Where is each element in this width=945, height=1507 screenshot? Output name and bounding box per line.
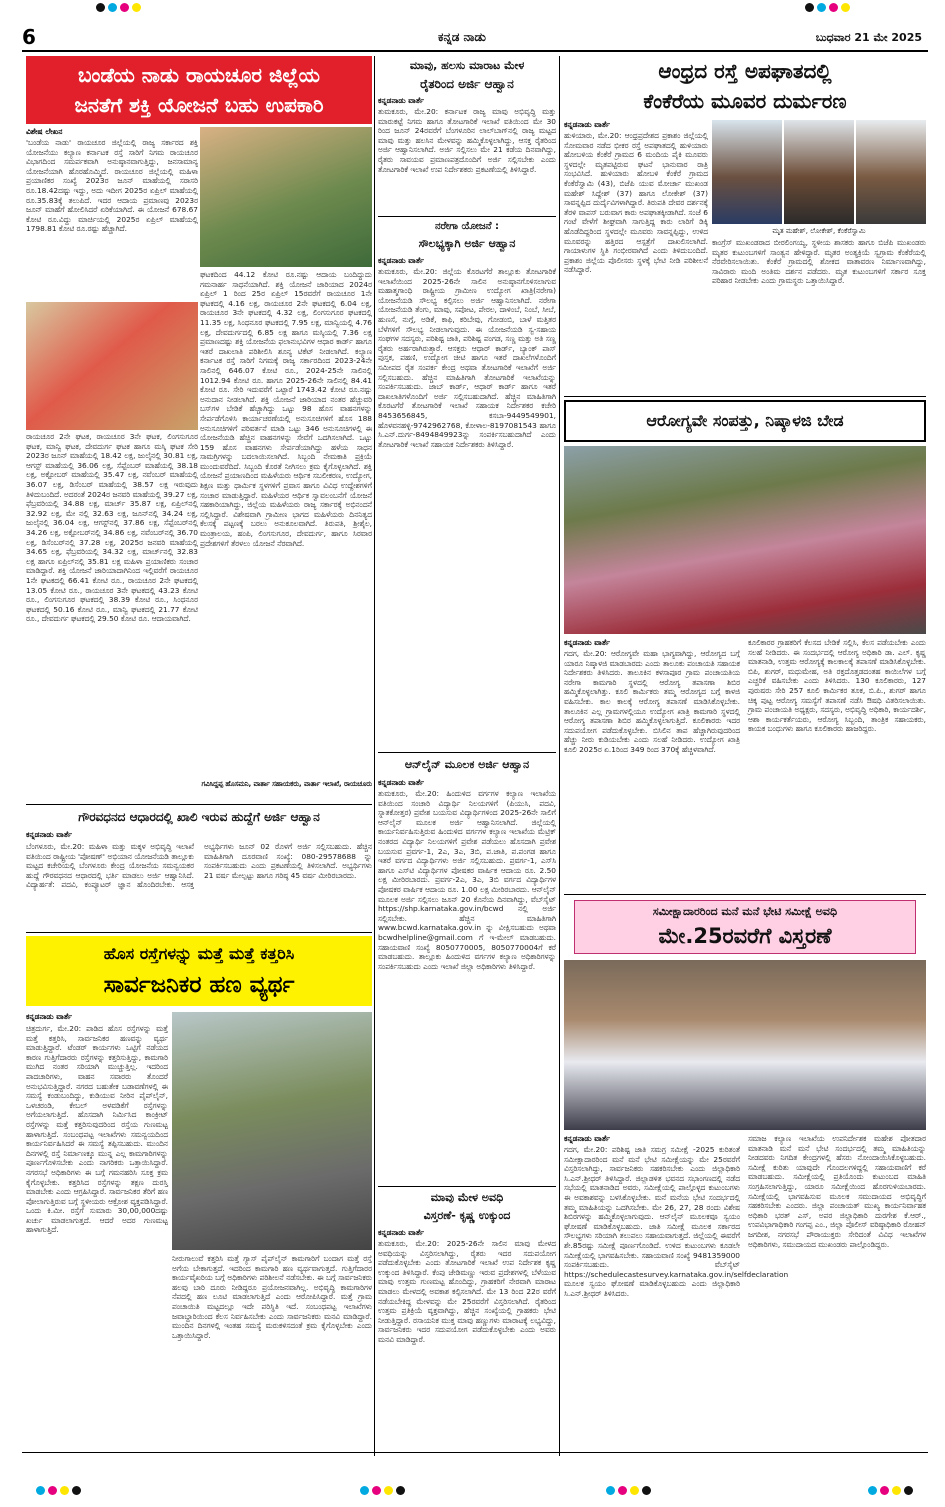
a3-headline-box [26,936,372,1006]
registration-mark [642,1486,651,1495]
a7-body: ತುಮಕೂರು, ಮೇ.20: 2025-26ನೇ ಸಾಲಿನ ಮಾವು ಮೇಳದ ಅವಧಿಯನ್ನು ವಿಸ್ತರಿಸಲಾಗಿದ್ದು, ರೈತರು ಇದರ ಸದುಪಯೋಗ ಪಡೆದುಕೊಳ್ಳಬೇಕು ಎಂದು ತೋಟಗಾರಿಕೆ ಇಲಾಖೆ ಉಪ ನಿರ್ದೇಶಕ ಕೃಷ್ಣ ಉಕ್ಕುಂದ ತಿಳಿಸಿದ್ದಾರೆ. ಕೆಂಪು ಜೇಡಿಮಣ್ಣು ಇರುವ ಪ್ರದೇಶಗಳಲ್ಲಿ ಬೆಳೆಯುವ ಮಾವು ಉತ್ತಮ ಗುಣಮಟ್ಟ ಹೊಂದಿದ್ದು, ಗ್ರಾಹಕರಿಗೆ ನೇರವಾಗಿ ಮಾರಾಟ ಮಾಡಲು ಮೇಳದಲ್ಲಿ ಅವಕಾಶ ಕಲ್ಪಿಸಲಾಗಿದೆ. ಮೇ 13 ರಿಂದ 22ರ ವರೆಗೆ ನಡೆಯಬೇಕಿದ್ದ ಮೇಳವನ್ನು ಮೇ 25ರವರೆಗೆ ವಿಸ್ತರಿಸಲಾಗಿದೆ. ರೈತರಿಂದ ಉತ್ತಮ ಪ್ರತಿಕ್ರಿಯೆ ವ್ಯಕ್ತವಾಗಿದ್ದು, ಹೆಚ್ಚಿನ ಸಂಖ್ಯೆಯಲ್ಲಿ ಗ್ರಾಹಕರು ಭೇಟಿ ನೀಡುತ್ತಿದ್ದಾರೆ. ರಸಾಯನಿಕ ಮುಕ್ತ ಮಾವು ಹಣ್ಣುಗಳು ಮಾರಾಟಕ್ಕೆ ಲಭ್ಯವಿದ್ದು, ಸಾರ್ವಜನಿಕರು ಇದರ ಸದುಪಯೋಗ ಪಡೆದುಕೊಳ್ಳಬೇಕು ಎಂದು ಅವರು ಮನವಿ ಮಾಡಿದ್ದಾರೆ. [378,1239,556,1344]
a1-col2: ಘಟಕದಿಂದ 44.12 ಕೋಟಿ ರೂ.ನಷ್ಟು ಆದಾಯ ಬಂದಿದ್ದುದು ಗಮನಾರ್ಹ ಸಾಧನೆಯಾಗಿದೆ. ಶಕ್ತಿ ಯೋಜನೆ ಜಾರಿಯಾದ 2024ರ ಏಪ್ರಿಲ್ 1 ರಿಂದ 25ರ ಏಪ್ರಿಲ್ 15ರವರೆಗೆ ರಾಯಚೂರ 1ನೇ ಘಟಕದಲ್ಲಿ 4.16 ಲಕ್ಷ, ರಾಯಚೂರ 2ನೇ ಘಟಕದಲ್ಲಿ 6.04 ಲಕ್ಷ, ರಾಯಚೂರ 3ನೇ ಘಟಕದಲ್ಲಿ 4.32 ಲಕ್ಷ, ಲಿಂಗಸುಗೂರ ಘಟಕದಲ್ಲಿ 11.35 ಲಕ್ಷ, ಸಿಂಧನೂರ ಘಟಕದಲ್ಲಿ 7.95 ಲಕ್ಷ, ಮಾನ್ವಿಯಲ್ಲಿ 4.76 ಲಕ್ಷ, ದೇವದುರ್ಗದಲ್ಲಿ 6.85 ಲಕ್ಷ ಹಾಗೂ ಮಸ್ಕಿಯಲ್ಲಿ 7.36 ಲಕ್ಷ ಪ್ರಮಾಣದಷ್ಟು ಶಕ್ತಿ ಯೋಜನೆಯ ಫಲಾನುಭವಿಗಳ ಆಧಾರ ಕಾರ್ಡ್ ಹಾಗೂ ಇತರೆ ದಾಖಲಾತಿ ಪರಿಶೀಲಿಸಿ ಶೂನ್ಯ ಟಿಕೆಟ್ ನೀಡಲಾಗಿದೆ. ಕಲ್ಯಾಣ ಕರ್ನಾಟಕ ರಸ್ತೆ ಸಾರಿಗೆ ನಿಗಮಕ್ಕೆ ರಾಜ್ಯ ಸರ್ಕಾರದಿಂದ 2023-24ನೇ ಸಾಲಿನಲ್ಲಿ 646.07 ಕೋಟಿ ರೂ., 2024-25ನೇ ಸಾಲಿನಲ್ಲಿ 1012.94 ಕೋಟಿ ರೂ. ಹಾಗೂ 2025-26ನೇ ಸಾಲಿನಲ್ಲಿ 84.41 ಕೋಟಿ ರೂ. ಸೇರಿ ಇದುವರೆಗೆ ಒಟ್ಟಾರೆ 1743.42 ಕೋಟಿ ರೂ.ನಷ್ಟು ಅನುದಾನ ನೀಡಲಾಗಿದೆ. ಶಕ್ತಿ ಯೋಜನೆ ಜಾರಿಯಾದ ನಂತರ ಹೆಚ್ಚುವರಿ ಬಸ್‌ಗಳ ಬೇಡಿಕೆ ಹೆಚ್ಚಾಗಿದ್ದು ಒಟ್ಟು 98 ಹೊಸ ವಾಹನಗಳನ್ನು ಸೇರ್ಪಡೆಗೊಳಿಸಿ ಕಾರ್ಯಾಚರಣೆಯಲ್ಲಿ ಅನುಸೂಚಿಗಳಿಗೆ ಹೊಸ 188 ಅನುಸೂಚಿಗಳಿಗೆ ಪರಿವರ್ತನೆ ಮಾಡಿ ಒಟ್ಟು 346 ಅನುಸೂಚಿಗಳಲ್ಲಿ ಈ ಯೋಜನೆಯಡಿ ಹೆಚ್ಚಿನ ವಾಹನಗಳನ್ನು ಸೇವೆಗೆ ಒದಗಿಸಲಾಗಿದೆ. ಒಟ್ಟು 159 ಹೊಸ ವಾಹನಗಳು ಸೇರ್ಪಡೆಯಾಗಿದ್ದು ಹಳೆಯ ಸಾಧನ ಸಾಮಗ್ರಿಗಳನ್ನು ಬದಲಾಯಿಸಲಾಗಿದೆ. ಸಿಬ್ಬಂದಿ ನೇಮಕಾತಿ ಪ್ರಕ್ರಿಯೆ ಮುಂದುವರೆದಿದೆ. ಸಿಬ್ಬಂದಿ ಕೊರತೆ ನೀಗಿಸಲು ಕ್ರಮ ಕೈಗೊಳ್ಳಲಾಗಿದೆ. ಶಕ್ತಿ ಯೋಜನೆ ಪ್ರಯಾಣದಿಂದ ಮಹಿಳೆಯರು ಆರ್ಥಿಕ ಸಬಲೀಕರಣ, ಉದ್ಯೋಗ, ಶಿಕ್ಷಣ ಮತ್ತು ಧಾರ್ಮಿಕ ಸ್ಥಳಗಳಿಗೆ ಪ್ರವಾಸ ಹಾಗೂ ವಿವಿಧ ಉದ್ದೇಶಗಳಿಗೆ ಸಂಚಾರ ಮಾಡುತ್ತಿದ್ದಾರೆ. ಮಹಿಳೆಯರ ಆರ್ಥಿಕ ಸ್ವಾವಲಂಬನೆಗೆ ಯೋಜನೆ ಸಹಕಾರಿಯಾಗಿದ್ದು, ಜಿಲ್ಲೆಯ ಮಹಿಳೆಯರು ರಾಜ್ಯ ಸರ್ಕಾರಕ್ಕೆ ಅಭಿನಂದನೆ ಸಲ್ಲಿಸಿದ್ದಾರೆ. ವಿಶೇಷವಾಗಿ ಗ್ರಾಮೀಣ ಭಾಗದ ಮಹಿಳೆಯರು ದಿನನಿತ್ಯದ ಕೆಲಸಕ್ಕೆ ಪಟ್ಟಣಕ್ಕೆ ಬರಲು ಅನುಕೂಲವಾಗಿದೆ. ತಿರುಪತಿ, ಶ್ರೀಶೈಲ, ಮಂತ್ರಾಲಯ, ಹಂಪಿ, ಲಿಂಗಸುಗೂರ, ದೇವದುರ್ಗ, ಹಾಗೂ ಸಿರವಾರ ಪ್ರದೇಶಗಳಿಗೆ ತೆರಳಲು ಯೋಜನೆ ನೆರವಾಗಿದೆ. [200,270,372,548]
registration-mark [904,1486,913,1495]
a6-body: ತುಮಕೂರು, ಮೇ.20: ಹಿಂದುಳಿದ ವರ್ಗಗಳ ಕಲ್ಯಾಣ ಇಲಾಖೆಯ ವತಿಯಿಂದ ಸಂಚಾರಿ ವಿದ್ಯಾರ್ಥಿ ನಿಲಯಗಳಿಗೆ (ಪಿಯುಸಿ, ಪದವಿ, ಸ್ನಾತಕೋತ್ತರ) ಪ್ರವೇಶ ಬಯಸುವ ವಿದ್ಯಾರ್ಥಿಗಳಿಂದ 2025-26ನೇ ಸಾಲಿಗೆ ಆನ್‌ಲೈನ್ ಮೂಲಕ ಅರ್ಜಿ ಆಹ್ವಾನಿಸಲಾಗಿದೆ. ಜಿಲ್ಲೆಯಲ್ಲಿ ಕಾರ್ಯನಿರ್ವಹಿಸುತ್ತಿರುವ ಹಿಂದುಳಿದ ವರ್ಗಗಳ ಕಲ್ಯಾಣ ಇಲಾಖೆಯ ಮೆಟ್ರಿಕ್ ನಂತರದ ವಿದ್ಯಾರ್ಥಿ ನಿಲಯಗಳಿಗೆ ಪ್ರವೇಶ ಪಡೆಯಲು ಹೊಸದಾಗಿ ಪ್ರವೇಶ ಬಯಸುವ ಪ್ರವರ್ಗ-1, 2ಎ, 3ಎ, 3ಬಿ, ಪ.ಜಾತಿ, ಪ.ಪಂಗಡ ಹಾಗೂ ಇತರೆ ವರ್ಗದ ವಿದ್ಯಾರ್ಥಿಗಳು ಅರ್ಜಿ ಸಲ್ಲಿಸಬಹುದು. ಪ್ರವರ್ಗ-1, ಎಸ್‌ಸಿ ಹಾಗೂ ಎಸ್‌ಟಿ ವಿದ್ಯಾರ್ಥಿಗಳ ಪೋಷಕರ ವಾರ್ಷಿಕ ಆದಾಯ ರೂ. 2.50 ಲಕ್ಷ ಮೀರಿರಬಾರದು. ಪ್ರವರ್ಗ-2ಎ, 3ಎ, 3ಬಿ ವರ್ಗದ ವಿದ್ಯಾರ್ಥಿಗಳ ಪೋಷಕರ ವಾರ್ಷಿಕ ಆದಾಯ ರೂ. 1.00 ಲಕ್ಷ ಮೀರಿರಬಾರದು. ಆನ್‌ಲೈನ್ ಮೂಲಕ ಅರ್ಜಿ ಸಲ್ಲಿಸಲು ಜೂನ್ 20 ಕೊನೆಯ ದಿನವಾಗಿದ್ದು, ವೆಬ್‌ಸೈಟ್ https://shp.karnataka.gov.in/bcwd ನಲ್ಲಿ ಅರ್ಜಿ ಸಲ್ಲಿಸಬೇಕು. ಹೆಚ್ಚಿನ ಮಾಹಿತಿಗಾಗಿ www.bcwd.karnataka.gov.in ನ್ನು ವೀಕ್ಷಿಸಬಹುದು ಅಥವಾ bcwdhelpline@gmail.com ಗೆ ಇ-ಮೇಲ್ ಮಾಡಬಹುದು. ಸಹಾಯವಾಣಿ ಸಂಖ್ಯೆ 8050770005, 8050770004ಗೆ ಕರೆ ಮಾಡಬಹುದು. ತಾಲ್ಲೂಕು ಹಿಂದುಳಿದ ವರ್ಗಗಳ ಕಲ್ಯಾಣ ಅಧಿಕಾರಿಗಳನ್ನು ಸಂಪರ್ಕಿಸಬಹುದು ಎಂದು ಇಲಾಖೆ ಜಿಲ್ಲಾ ಅಧಿಕಾರಿಗಳು ತಿಳಿಸಿದ್ದಾರೆ. [378,789,556,971]
masthead-rule [22,50,928,52]
a8-photo-caption: ಮೃತ ಮಹೇಶ್, ಲೋಕೇಶ್, ಕೆಂಕೆರೆಸ್ವಾಮಿ [772,227,866,235]
a10-col2: ಸಮಾಜ ಕಲ್ಯಾಣ ಇಲಾಖೆಯ ಉಪನಿರ್ದೇಶಕ ಮಹೇಶ ಪೋತದಾರ ಮಾತನಾಡಿ ಮನೆ ಮನೆ ಭೇಟಿ ಸಂದರ್ಭದಲ್ಲಿ ತಮ್ಮ ಮಾಹಿತಿಯನ್ನು ನೀಡದವರು ನಿಗದಿತ ಕೇಂದ್ರಗಳಲ್ಲಿ ಹೆಸರು ನೋಂದಾಯಿಸಿಕೊಳ್ಳಬಹುದು. ಸಮೀಕ್ಷೆ ಕುರಿತು ಯಾವುದೇ ಗೊಂದಲಗಳಿದ್ದಲ್ಲಿ ಸಹಾಯವಾಣಿಗೆ ಕರೆ ಮಾಡಬಹುದು. ಸಮೀಕ್ಷೆಯಲ್ಲಿ ಪ್ರತಿಯೊಂದು ಕುಟುಂಬದ ಮಾಹಿತಿ ಸಂಗ್ರಹಿಸಲಾಗುತ್ತಿದ್ದು, ಯಾರೂ ಸಮೀಕ್ಷೆಯಿಂದ ಹೊರಗುಳಿಯಬಾರದು. ಸಮೀಕ್ಷೆಯಲ್ಲಿ ಭಾಗವಹಿಸುವ ಮೂಲಕ ಸಮುದಾಯದ ಅಭಿವೃದ್ಧಿಗೆ ಸಹಕರಿಸಬೇಕು ಎಂದರು. ಜಿಲ್ಲಾ ಪಂಚಾಯತ್ ಮುಖ್ಯ ಕಾರ್ಯನಿರ್ವಾಹಕ ಅಧಿಕಾರಿ ಭರತ್ ಎಸ್, ಅಪರ ಜಿಲ್ಲಾಧಿಕಾರಿ ದುರಗೇಶ ಕೆ.ಆರ್., ಉಪವಿಭಾಗಾಧಿಕಾರಿ ಗಂಗಪ್ಪ ಎಂ., ಜಿಲ್ಲಾ ಪೊಲೀಸ್ ವರಿಷ್ಠಾಧಿಕಾರಿ ರೋಹನ್ ಜಗದೀಶ, ನಗರಸಭೆ ಪೌರಾಯುಕ್ತರು ಸೇರಿದಂತೆ ವಿವಿಧ ಇಲಾಖೆಗಳ ಅಧಿಕಾರಿಗಳು, ಸಮುದಾಯದ ಮುಖಂಡರು ಪಾಲ್ಗೊಂಡಿದ್ದರು. [748,1134,926,1249]
registration-mark [606,1486,615,1495]
a9-col1: ಗದಗ, ಮೇ.20: ಆರೋಗ್ಯವೇ ಮಹಾ ಭಾಗ್ಯವಾಗಿದ್ದು, ಆರೋಗ್ಯದ ಬಗ್ಗೆ ಯಾರೂ ನಿಷ್ಕಾಳಜಿ ಮಾಡಬಾರದು ಎಂದು ತಾಲೂಕು ಪಂಚಾಯತಿ ಸಹಾಯಕ ನಿರ್ದೇಶಕರು ತಿಳಿಸಿದರು. ತಾಲೂಕಿನ ಕಳಸಾಪೂರ ಗ್ರಾಮ ಪಂಚಾಯತಿಯ ನರೇಗಾ ಕಾಮಗಾರಿ ಸ್ಥಳದಲ್ಲಿ ಆರೋಗ್ಯ ತಪಾಸಣಾ ಶಿಬಿರ ಹಮ್ಮಿಕೊಳ್ಳಲಾಗಿತ್ತು. ಕೂಲಿ ಕಾರ್ಮಿಕರು ತಮ್ಮ ಆರೋಗ್ಯದ ಬಗ್ಗೆ ಕಾಳಜಿ ವಹಿಸಬೇಕು. ಕಾಲ ಕಾಲಕ್ಕೆ ಆರೋಗ್ಯ ತಪಾಸಣೆ ಮಾಡಿಸಿಕೊಳ್ಳಬೇಕು. ತಾಲೂಕಿನ ಎಲ್ಲ ಗ್ರಾಮಗಳಲ್ಲಿಯೂ ಉದ್ಯೋಗ ಖಾತ್ರಿ ಕಾಮಗಾರಿ ಸ್ಥಳದಲ್ಲಿ ಆರೋಗ್ಯ ತಪಾಸಣಾ ಶಿಬಿರ ಹಮ್ಮಿಕೊಳ್ಳಲಾಗುತ್ತಿದೆ. ಕೂಲಿಕಾರರು ಇದರ ಸದುಪಯೋಗ ಪಡೆದುಕೊಳ್ಳಬೇಕು. ಬಿಸಿಲಿನ ತಾಪ ಹೆಚ್ಚಾಗಿರುವುದರಿಂದ ಹೆಚ್ಚು ನೀರು ಕುಡಿಯಬೇಕು ಎಂದು ಸಲಹೆ ನೀಡಿದರು. ಉದ್ಯೋಗ ಖಾತ್ರಿ ಕೂಲಿ 2025ರ ಏ.1ರಿಂದ 349 ರಿಂದ 370ಕ್ಕೆ ಹೆಚ್ಚಳವಾಗಿದೆ. [564,649,740,754]
a5-byline: ಕನ್ನಡನಾಡು ವಾರ್ತೆ [378,256,425,265]
a1-headline-line2: ಜನತೆಗೆ ಶಕ್ತಿ ಯೋಜನೆ ಬಹು ಉಪಕಾರಿ [74,93,324,117]
a7-headline-line1: ಮಾವು ಮೇಳ ಅವಧಿ [430,1191,504,1204]
registration-mark [868,1486,877,1495]
section-rule [378,752,556,753]
a1-photo-woman-shop [200,127,372,267]
a4-body: ತುಮಕೂರು, ಮೇ.20: ಕರ್ನಾಟಕ ರಾಜ್ಯ ಮಾವು ಅಭಿವೃದ್ಧಿ ಮತ್ತು ಮಾರುಕಟ್ಟೆ ನಿಗಮ ಹಾಗೂ ತೋಟಗಾರಿಕೆ ಇಲಾಖೆ ವತಿಯಿಂದ ಮೇ 30 ರಿಂದ ಜೂನ್ 24ರವರೆಗೆ ಬೆಂಗಳೂರಿನ ಲಾಲ್‌ಬಾಗ್‌ನಲ್ಲಿ ರಾಜ್ಯ ಮಟ್ಟದ ಮಾವು ಮತ್ತು ಹಲಸಿನ ಮೇಳವನ್ನು ಹಮ್ಮಿಕೊಳ್ಳಲಾಗಿದ್ದು, ಆಸಕ್ತ ರೈತರಿಂದ ಅರ್ಜಿ ಆಹ್ವಾನಿಸಲಾಗಿದೆ. ಅರ್ಜಿ ಸಲ್ಲಿಸಲು ಮೇ 21 ಕಡೆಯ ದಿನವಾಗಿದ್ದು, ರೈತರು ಸಾವಯವ ಪ್ರಮಾಣಪತ್ರದೊಂದಿಗೆ ಅರ್ಜಿ ಸಲ್ಲಿಸಬೇಕು ಎಂದು ತೋಟಗಾರಿಕೆ ಇಲಾಖೆ ಉಪ ನಿರ್ದೇಶಕರು ಪ್ರಕಟಣೆಯಲ್ಲಿ ತಿಳಿಸಿದ್ದಾರೆ. [378,107,556,174]
section-rule [26,804,372,805]
a2-headline: ಗೌರವಧನದ ಆಧಾರದಲ್ಲಿ ಖಾಲಿ ಇರುವ ಹುದ್ದೆಗೆ ಅರ್ಜಿ ಆಹ್ವಾನ [78,810,320,824]
section-rule [564,396,926,397]
a3-byline: ಕನ್ನಡನಾಡು ವಾರ್ತೆ [26,1012,73,1021]
a1-headline-box [26,56,372,124]
a1-credit: ಗವಿಸಿದ್ದಪ್ಪ ಹೊಸಮನಿ, ವಾರ್ತಾ ಸಹಾಯಕರು, ವಾರ್ತಾ ಇಲಾಖೆ, ರಾಯಚೂರು [201,780,372,788]
column-rule [374,56,375,1456]
a8-portrait-1 [712,120,782,224]
a5-headline-line2: ಸೌಲಭ್ಯಕ್ಕಾಗಿ ಅರ್ಜಿ ಆಹ್ವಾನ [418,237,516,250]
registration-mark [60,1486,69,1495]
section-rule [378,216,556,217]
a1-byline: ವಿಶೇಷ ಲೇಖನ [26,127,63,136]
section-rule [564,894,926,895]
registration-mark [132,3,141,12]
footer-rule [22,1452,928,1453]
registration-mark [96,3,105,12]
a4-byline: ಕನ್ನಡನಾಡು ವಾರ್ತೆ [378,96,425,105]
column-rule [559,56,560,1456]
registration-mark [108,3,117,12]
masthead-date: ಬುಧವಾರ 21 ಮೇ 2025 [815,31,922,44]
a8-headline-line2: ಕೆಂಕೆರೆಯ ಮೂವರ ದುರ್ಮರಣ [643,89,847,113]
a8-body: ಹುಳಿಯಾರು, ಮೇ.20: ಆಂಧ್ರಪ್ರದೇಶದ ಪ್ರಕಾಶಂ ಜಿಲ್ಲೆಯಲ್ಲಿ ಸೋಮವಾರ ನಡೆದ ಭೀಕರ ರಸ್ತೆ ಅಪಘಾತದಲ್ಲಿ ಹುಳಿಯಾರು ಹೋಬಳಿಯ ಕೆಂಕೆರೆ ಗ್ರಾಮದ 6 ಮಂದಿಯ ಪೈಕಿ ಮೂವರು ಸ್ಥಳದಲ್ಲೇ ಮೃತಪಟ್ಟಿರುವ ಘಟನೆ ಭಾನುವಾರ ರಾತ್ರಿ ಸಂಭವಿಸಿದೆ. ಹುಳಿಯಾರು ಹೋಬಳಿ ಕೆಂಕೆರೆ ಗ್ರಾಮದ ಕೆಂಕೆರೆಸ್ವಾಮಿ (43), ಬಿಜೆಪಿ ಯುವ ಮೋರ್ಚಾ ಮುಖಂಡ ಮಹೇಶ್ ಸಿದ್ದೇಶ್ (37) ಹಾಗೂ ಲೋಕೇಶ್ (37) ಸಾವನ್ನಪ್ಪಿದ ದುರ್ದೈವಿಗಳಾಗಿದ್ದಾರೆ. ತಿರುಪತಿ ದೇವರ ದರ್ಶನಕ್ಕೆ ತೆರಳಿ ವಾಪಸ್ ಬರುವಾಗ ಕಾರು ಅಪಘಾತಕ್ಕೀಡಾಗಿದೆ. ಸಂಜೆ 6 ಗಂಟೆ ವೇಳೆಗೆ ಶೀಘ್ರವಾಗಿ ಸಾಗುತ್ತಿದ್ದ ಕಾರು ಲಾರಿಗೆ ಡಿಕ್ಕಿ ಹೊಡೆದಿದ್ದರಿಂದ ಸ್ಥಳದಲ್ಲೇ ಮೂವರು ಸಾವನ್ನಪ್ಪಿದ್ದು, ಉಳಿದ ಮೂವರನ್ನು ಹತ್ತಿರದ ಆಸ್ಪತ್ರೆಗೆ ದಾಖಲಿಸಲಾಗಿದೆ. ಗಾಯಾಳುಗಳ ಸ್ಥಿತಿ ಗಂಭೀರವಾಗಿದೆ ಎಂದು ತಿಳಿದುಬಂದಿದೆ. ಪ್ರಕಾಶಂ ಜಿಲ್ಲೆಯ ಪೊಲೀಸರು ಸ್ಥಳಕ್ಕೆ ಭೇಟಿ ನೀಡಿ ಪರಿಶೀಲನೆ ನಡೆಸಿದ್ದಾರೆ. [564,131,708,275]
a10-byline: ಕನ್ನಡನಾಡು ವಾರ್ತೆ [564,1134,611,1143]
registration-mark [72,1486,81,1495]
registration-mark [892,1486,901,1495]
page-number: 6 [22,25,36,49]
a6-headline: ಆನ್‌ಲೈನ್ ಮೂಲಕ ಅರ್ಜಿ ಆಹ್ವಾನ [404,758,530,771]
a4-headline-line1: ಮಾವು, ಹಲಸು ಮಾರಾಟ ಮೇಳ [409,59,525,72]
registration-mark [372,1486,381,1495]
registration-mark [48,1486,57,1495]
registration-mark [829,3,838,12]
registration-mark [36,1486,45,1495]
a3-col1: ಚಿತ್ರದುರ್ಗ, ಮೇ.20: ಪಾಡಿದ ಹೊಸ ರಸ್ತೆಗಳನ್ನು ಮತ್ತೆ ಮತ್ತೆ ಕತ್ತರಿಸಿ, ಸಾರ್ವಜನಿಕರ ಹಣವನ್ನು ವ್ಯರ್ಥ ಮಾಡುತ್ತಿದ್ದಾರೆ. ಟೆಂಡರ್ ಕಾರ್ಯಗಳು ಒಟ್ಟಿಗೆ ನಡೆಯದ ಕಾರಣ ಗುತ್ತಿಗೆದಾರರು ರಸ್ತೆಗಳನ್ನು ಕತ್ತರಿಸುತ್ತಿದ್ದು, ಕಾಮಗಾರಿ ಮುಗಿದ ನಂತರ ಸರಿಯಾಗಿ ಮುಚ್ಚುತ್ತಿಲ್ಲ. ಇದರಿಂದ ಪಾದಚಾರಿಗಳು, ವಾಹನ ಸವಾರರು ತೊಂದರೆ ಅನುಭವಿಸುತ್ತಿದ್ದಾರೆ. ನಗರದ ಬಹುತೇಕ ಬಡಾವಣೆಗಳಲ್ಲಿ ಈ ಸಮಸ್ಯೆ ಕಂಡುಬಂದಿದ್ದು, ಕುಡಿಯುವ ನೀರಿನ ಪೈಪ್‌ಲೈನ್, ಒಳಚರಂಡಿ, ಕೇಬಲ್ ಅಳವಡಿಕೆಗೆ ರಸ್ತೆಗಳನ್ನು ಅಗೆಯಲಾಗುತ್ತಿದೆ. ಹೊಸದಾಗಿ ನಿರ್ಮಿಸಿದ ಕಾಂಕ್ರೀಟ್ ರಸ್ತೆಗಳನ್ನು ಮತ್ತೆ ಕತ್ತರಿಸುವುದರಿಂದ ರಸ್ತೆಯ ಗುಣಮಟ್ಟ ಹಾಳಾಗುತ್ತಿದೆ. ಸಂಬಂಧಪಟ್ಟ ಇಲಾಖೆಗಳು ಸಮನ್ವಯದಿಂದ ಕಾರ್ಯನಿರ್ವಹಿಸಿದರೆ ಈ ಸಮಸ್ಯೆ ತಪ್ಪಿಸಬಹುದು. ಮುಂದಿನ ದಿನಗಳಲ್ಲಿ ರಸ್ತೆ ನಿರ್ಮಾಣಕ್ಕೂ ಮುನ್ನ ಎಲ್ಲ ಕಾಮಗಾರಿಗಳನ್ನು ಪೂರ್ಣಗೊಳಿಸಬೇಕು ಎಂದು ನಾಗರಿಕರು ಒತ್ತಾಯಿಸಿದ್ದಾರೆ. ನಗರಸಭೆ ಅಧಿಕಾರಿಗಳು ಈ ಬಗ್ಗೆ ಗಮನಹರಿಸಿ ಸೂಕ್ತ ಕ್ರಮ ಕೈಗೊಳ್ಳಬೇಕು. ಕತ್ತರಿಸಿದ ರಸ್ತೆಗಳನ್ನು ತಕ್ಷಣ ದುರಸ್ತಿ ಮಾಡಬೇಕು ಎಂದು ಆಗ್ರಹಿಸಿದ್ದಾರೆ. ಸಾರ್ವಜನಿಕರ ತೆರಿಗೆ ಹಣ ಪೋಲಾಗುತ್ತಿರುವ ಬಗ್ಗೆ ಸ್ಥಳೀಯರು ಆಕ್ರೋಶ ವ್ಯಕ್ತಪಡಿಸಿದ್ದಾರೆ. ಒಂದು ಕಿ.ಮೀ. ರಸ್ತೆಗೆ ಸುಮಾರು 30,00,000ದಷ್ಟು ಖರ್ಚು ಮಾಡಲಾಗುತ್ತದೆ. ಆದರೆ ಅದರ ಗುಣಮಟ್ಟ ಹಾಳಾಗುತ್ತಿದೆ. [26,1024,168,1235]
a10-headline-box [574,900,916,954]
a7-headline-line2: ವಿಸ್ತರಣೆ- ಕೃಷ್ಣ ಉಕ್ಕುಂದ [423,1209,511,1222]
a1-intro: 'ಬಂಡೆಯ ನಾಡು' ರಾಯಚೂರ ಜಿಲ್ಲೆಯಲ್ಲಿ ರಾಜ್ಯ ಸರ್ಕಾರದ ಶಕ್ತಿ ಯೋಜನೆಯು ಕಲ್ಯಾಣ ಕರ್ನಾಟಕ ರಸ್ತೆ ಸಾರಿಗೆ ನಿಗಮ ರಾಯಚೂರ ವಿಭಾಗದಿಂದ ಸಮರ್ಪಕವಾಗಿ ಅನುಷ್ಠಾನವಾಗುತ್ತಿದ್ದು, ಜನಸಾಮಾನ್ಯ ಯೋಜನೆಯಾಗಿ ಹೊರಹೊಮ್ಮಿದೆ. ರಾಯಚೂರ ಜಿಲ್ಲೆಯಲ್ಲಿ ಮಹಿಳಾ ಪ್ರಯಾಣಿಕರ ಸಂಖ್ಯೆ 2023ರ ಜೂನ್ ಮಾಹೆಯಲ್ಲಿ ಸರಾಸರಿ ರೂ.18.42ದಷ್ಟು ಇದ್ದು, ಅದು ಇದೀಗ 2025ರ ಏಪ್ರಿಲ್ ಮಾಹೆಯಲ್ಲಿ ರೂ.35.83ಕ್ಕೆ ತಲುಪಿದೆ. ಇದರ ಆದಾಯ ಪ್ರಮಾಣವು 2023ರ ಜೂನ್ ಮಾಹೆಗೆ ಹೋಲಿಸಿದರೆ ಏರಿಕೆಯಾಗಿದೆ. ಈ ಯೋಜನೆ 678.67 ಕೋಟಿ ರೂ.ವಿದ್ದು ಮಾರ್ಚಿಯಲ್ಲಿ 2025ರ ಏಪ್ರಿಲ್ ಮಾಹೆಯಲ್ಲಿ 1798.81 ಕೋಟಿ ರೂ.ರಷ್ಟು ಹೆಚ್ಚಾಗಿದೆ. [26,138,198,234]
a5-headline-line1: ನರೇಗಾ ಯೋಜನೆ : [434,221,499,232]
registration-mark [384,1486,393,1495]
a10-photo-survey-release [564,960,926,1130]
masthead-title: ಕನ್ನಡ ನಾಡು [438,30,486,44]
a8-byline: ಕನ್ನಡನಾಡು ವಾರ್ತೆ [564,120,611,129]
a10-headline-line1: ಸಮೀಕ್ಷಾದಾರರಿಂದ ಮನೆ ಮನೆ ಭೇಟಿ ಸಮೀಕ್ಷೆ ಅವಧಿ [652,905,838,918]
registration-mark [120,3,129,12]
registration-mark [880,1486,889,1495]
a8-body2: ಕಾಂಗ್ರೆಸ್ ಮುಖಂಡರಾದ ಬೀರಲಿಂಗಯ್ಯ, ಸ್ಥಳೀಯ ಶಾಸಕರು ಹಾಗೂ ಬಿಜೆಪಿ ಮುಖಂಡರು ಮೃತರ ಕುಟುಂಬಗಳಿಗೆ ಸಾಂತ್ವನ ಹೇಳಿದ್ದಾರೆ. ಮೃತರ ಅಂತ್ಯಕ್ರಿಯೆ ಸ್ವಗ್ರಾಮ ಕೆಂಕೆರೆಯಲ್ಲಿ ನೆರವೇರಿಸಲಾಯಿತು. ಕೆಂಕೆರೆ ಗ್ರಾಮದಲ್ಲಿ ಶೋಕದ ವಾತಾವರಣ ನಿರ್ಮಾಣವಾಗಿದ್ದು, ಸಾವಿರಾರು ಮಂದಿ ಅಂತಿಮ ದರ್ಶನ ಪಡೆದರು. ಮೃತ ಕುಟುಂಬಗಳಿಗೆ ಸರ್ಕಾರ ಸೂಕ್ತ ಪರಿಹಾರ ನೀಡಬೇಕು ಎಂದು ಗ್ರಾಮಸ್ಥರು ಒತ್ತಾಯಿಸಿದ್ದಾರೆ. [712,238,926,286]
registration-mark [805,3,814,12]
a3-headline-line1: ಹೊಸ ರಸ್ತೆಗಳನ್ನು ಮತ್ತೆ ಮತ್ತೆ ಕತ್ತರಿಸಿ [103,944,295,963]
a10-col1: ಗದಗ, ಮೇ.20: ಪರಿಶಿಷ್ಟ ಜಾತಿ ಸಮಗ್ರ ಸಮೀಕ್ಷೆ -2025 ಕುರಿತಂತೆ ಸಮೀಕ್ಷಾದಾರರಿಂದ ಮನೆ ಮನೆ ಭೇಟಿ ಸಮೀಕ್ಷೆಯನ್ನು ಮೇ 25ರವರೆಗೆ ವಿಸ್ತರಿಸಲಾಗಿದ್ದು, ಸಾರ್ವಜನಿಕರು ಸಹಕರಿಸಬೇಕು ಎಂದು ಜಿಲ್ಲಾಧಿಕಾರಿ ಸಿ.ಎನ್.ಶ್ರೀಧರ್ ತಿಳಿಸಿದ್ದಾರೆ. ಜಿಲ್ಲಾಡಳಿತ ಭವನದ ಸಭಾಂಗಣದಲ್ಲಿ ನಡೆದ ಸಭೆಯಲ್ಲಿ ಮಾತನಾಡಿದ ಅವರು, ಸಮೀಕ್ಷೆಯಲ್ಲಿ ಪಾಲ್ಗೊಳ್ಳದ ಕುಟುಂಬಗಳು ಈ ಅವಕಾಶವನ್ನು ಬಳಸಿಕೊಳ್ಳಬೇಕು. ಮನೆ ಮನೆಯ ಭೇಟಿ ಸಂದರ್ಭದಲ್ಲಿ ತಮ್ಮ ಮಾಹಿತಿಯನ್ನು ಒದಗಿಸಬೇಕು. ಮೇ 26, 27, 28 ರಂದು ವಿಶೇಷ ಶಿಬಿರಗಳನ್ನು ಹಮ್ಮಿಕೊಳ್ಳಲಾಗುವುದು. ಆನ್‌ಲೈನ್ ಮೂಲಕವೂ ಸ್ವಯಂ ಘೋಷಣೆ ಮಾಡಿಕೊಳ್ಳಬಹುದು. ಜಾತಿ ಸಮೀಕ್ಷೆ ಮೂಲಕ ಸರ್ಕಾರದ ಸೌಲಭ್ಯಗಳು ಸರಿಯಾಗಿ ತಲುಪಲು ಸಹಾಯವಾಗುತ್ತದೆ. ಜಿಲ್ಲೆಯಲ್ಲಿ ಈವರೆಗೆ ಶೇ.85ರಷ್ಟು ಸಮೀಕ್ಷೆ ಪೂರ್ಣಗೊಂಡಿದೆ. ಉಳಿದ ಕುಟುಂಬಗಳು ಕೂಡಲೇ ಸಮೀಕ್ಷೆಯಲ್ಲಿ ಭಾಗವಹಿಸಬೇಕು. ಸಹಾಯವಾಣಿ ಸಂಖ್ಯೆ 9481359000 ಸಂಪರ್ಕಿಸಬಹುದು. ವೆಬ್‌ಸೈಟ್ https://schedulecastesurvey.karnataka.gov.in/selfdeclaration ಮೂಲಕ ಸ್ವಯಂ ಘೋಷಣೆ ಮಾಡಿಕೊಳ್ಳಬಹುದು ಎಂದು ಜಿಲ್ಲಾಧಿಕಾರಿ ಸಿ.ಎನ್.ಶ್ರೀಧರ್ ತಿಳಿಸಿದರು. [564,1145,789,1298]
a2-body: ಬೆಂಗಳೂರು, ಮೇ.20: ಮಹಿಳಾ ಮತ್ತು ಮಕ್ಕಳ ಅಭಿವೃದ್ಧಿ ಇಲಾಖೆ ವತಿಯಿಂದ ರಾಷ್ಟ್ರೀಯ 'ಪೋಷಣ್' ಅಭಿಯಾನ ಯೋಜನೆಯಡಿ ತಾಲ್ಲೂಕು ಮಟ್ಟದ ಕಚೇರಿಯಲ್ಲಿ ಬೆಂಗಳೂರು ಕೇಂದ್ರ ಯೋಜನೆಯ ಸಮನ್ವಯಕರ ಹುದ್ದೆ ಗೌರವಧನದ ಆಧಾರದಲ್ಲಿ ಭರ್ತಿ ಮಾಡಲು ಅರ್ಜಿ ಆಹ್ವಾನಿಸಿದೆ. ವಿದ್ಯಾರ್ಹತೆ: ಪದವಿ, ಕಂಪ್ಯೂಟರ್ ಜ್ಞಾನ ಹೊಂದಿರಬೇಕು. ಆಸಕ್ತ ಅಭ್ಯರ್ಥಿಗಳು ಜೂನ್ 02 ರೊಳಗೆ ಅರ್ಜಿ ಸಲ್ಲಿಸಬಹುದು. ಹೆಚ್ಚಿನ ಮಾಹಿತಿಗಾಗಿ ದೂರವಾಣಿ ಸಂಖ್ಯೆ: 080-29578688 ನ್ನು ಸಂಪರ್ಕಿಸಬಹುದು ಎಂದು ಪ್ರಕಟಣೆಯಲ್ಲಿ ತಿಳಿಸಲಾಗಿದೆ. ಅಭ್ಯರ್ಥಿಗಳು 21 ವರ್ಷ ಮೇಲ್ಪಟ್ಟು ಹಾಗೂ ಗರಿಷ್ಠ 45 ವರ್ಷ ಮೀರಿರಬಾರದು. [26,842,372,890]
a3-col2: ನೀರುಗಾಲುವೆ ಕತ್ತರಿಸಿ ಮತ್ತೆ ಗ್ಯಾಸ್ ಪೈಪ್‌ಲೈನ್ ಕಾಮಗಾರಿಗೆ ಬಂದಾಗ ಮತ್ತೆ ರಸ್ತೆ ಅಗೆಯ ಬೇಕಾಗುತ್ತದೆ. ಇದರಿಂದ ಕಾಮಗಾರಿ ಹಣ ವ್ಯರ್ಥವಾಗುತ್ತದೆ. ಗುತ್ತಿಗೆದಾರರ ಕಾರ್ಯವೈಖರಿಯ ಬಗ್ಗೆ ಅಧಿಕಾರಿಗಳು ಪರಿಶೀಲನೆ ನಡೆಸಬೇಕು. ಈ ಬಗ್ಗೆ ಸಾರ್ವಜನಿಕರು ಹಲವು ಬಾರಿ ದೂರು ನೀಡಿದ್ದರೂ ಪ್ರಯೋಜನವಾಗಿಲ್ಲ. ಅಭಿವೃದ್ಧಿ ಕಾಮಗಾರಿಗಳ ನೆಪದಲ್ಲಿ ಹಣ ಲೂಟಿ ಮಾಡಲಾಗುತ್ತಿದೆ ಎಂದು ಆರೋಪಿಸಿದ್ದಾರೆ. ಮತ್ತೆ ಗ್ರಾಮ ಪಂಚಾಯಿತಿ ಮಟ್ಟದಲ್ಲೂ ಇದೇ ಪರಿಸ್ಥಿತಿ ಇದೆ. ಸಂಬಂಧಪಟ್ಟ ಇಲಾಖೆಗಳು ಜವಾಬ್ದಾರಿಯಿಂದ ಕೆಲಸ ನಿರ್ವಹಿಸಬೇಕು ಎಂದು ಸಾರ್ವಜನಿಕರು ಮನವಿ ಮಾಡಿದ್ದಾರೆ. ಮುಂದಿನ ದಿನಗಳಲ್ಲಿ ಇಂತಹ ಸಮಸ್ಯೆ ಮರುಕಳಿಸದಂತೆ ಕ್ರಮ ಕೈಗೊಳ್ಳಬೇಕು ಎಂದು ಒತ್ತಾಯಿಸಿದ್ದಾರೆ. [172,1254,372,1340]
a4-headline-line2: ರೈತರಿಂದ ಅರ್ಜಿ ಆಹ್ವಾನ [420,77,514,91]
masthead [22,24,928,50]
a9-col2: ಕೂಲಿಕಾರರ ಗ್ರಾಹಕರಿಗೆ ಕೆಲಸದ ಬೇಡಿಕೆ ಸಲ್ಲಿಸಿ, ಕೆಲಸ ಪಡೆಯಬೇಕು ಎಂದು ಸಲಹೆ ನೀಡಿದರು. ಈ ಸಂದರ್ಭದಲ್ಲಿ ಆರೋಗ್ಯ ಅಧಿಕಾರಿ ಡಾ. ಎಲ್. ಕೃಷ್ಣ ಮಾತನಾಡಿ, ಉತ್ತಮ ಆರೋಗ್ಯಕ್ಕೆ ಕಾಲಕಾಲಕ್ಕೆ ತಪಾಸಣೆ ಮಾಡಿಸಿಕೊಳ್ಳಬೇಕು. ಬಿಪಿ, ಶುಗರ್, ಮಧುಮೇಹ, ಅತಿ ರಕ್ತದೊತ್ತಡದಂತಹ ಕಾಯಿಲೆಗಳ ಬಗ್ಗೆ ಎಚ್ಚರಿಕೆ ವಹಿಸಬೇಕು ಎಂದು ತಿಳಿಸಿದರು. 130 ಕೂಲಿಕಾರರು, 127 ಪುರುಷರು ಸೇರಿ 257 ಕೂಲಿ ಕಾರ್ಮಿಕರ ತೂಕ, ಬಿ.ಪಿ., ಶುಗರ್ ಹಾಗೂ ಚಿಕ್ಕ ಪುಟ್ಟ ಆರೋಗ್ಯ ಸಮಸ್ಯೆಗೆ ತಪಾಸಣೆ ನಡೆಸಿ ಔಷಧಿ ವಿತರಿಸಲಾಯಿತು. ಗ್ರಾಮ ಪಂಚಾಯತಿ ಅಧ್ಯಕ್ಷರು, ಸದಸ್ಯರು, ಅಭಿವೃದ್ಧಿ ಅಧಿಕಾರಿ, ಕಾರ್ಯದರ್ಶಿ, ಆಶಾ ಕಾರ್ಯಕರ್ತೆಯರು, ಆರೋಗ್ಯ ಸಿಬ್ಬಂದಿ, ತಾಂತ್ರಿಕ ಸಹಾಯಕರು, ಕಾಯಕ ಬಂಧುಗಳು ಹಾಗೂ ಕೂಲಿಕಾರರು ಹಾಜರಿದ್ದರು. [748,638,926,734]
a3-headline-line2: ಸಾರ್ವಜನಿಕರ ಹಣ ವ್ಯರ್ಥ [103,972,295,998]
registration-mark [396,1486,405,1495]
a9-byline: ಕನ್ನಡನಾಡು ವಾರ್ತೆ [564,638,611,647]
a9-headline-box [564,400,926,442]
a1-headline-line1: ಬಂಡೆಯ ನಾಡು ರಾಯಚೂರ ಜಿಲ್ಲೆಯ [78,63,320,87]
registration-mark [817,3,826,12]
a8-portrait-3 [856,120,926,224]
a1-col1-lower: ರಾಯಚೂರ 2ನೇ ಘಟಕ, ರಾಯಚೂರ 3ನೇ ಘಟಕ, ಲಿಂಗಸುಗೂರ ಘಟಕ, ಮಾನ್ವಿ ಘಟಕ, ದೇವದುರ್ಗ ಘಟಕ ಹಾಗೂ ಮಸ್ಕಿ ಘಟಕ ಸೇರಿ 2023ರ ಜೂನ್ ಮಾಹೆಯಲ್ಲಿ 18.42 ಲಕ್ಷ, ಜುಲೈನಲ್ಲಿ 30.81 ಲಕ್ಷ, ಆಗಸ್ಟ್ ಮಾಹೆಯಲ್ಲಿ 36.06 ಲಕ್ಷ, ಸೆಪ್ಟೆಂಬರ್ ಮಾಹೆಯಲ್ಲಿ 38.18 ಲಕ್ಷ, ಅಕ್ಟೋಬರ್ ಮಾಹೆಯಲ್ಲಿ 35.47 ಲಕ್ಷ, ನವೆಂಬರ್ ಮಾಹೆಯಲ್ಲಿ 36.07 ಲಕ್ಷ, ಡಿಸೆಂಬರ್ ಮಾಹೆಯಲ್ಲಿ 38.57 ಲಕ್ಷ ಇರುವುದು ತಿಳಿದುಬಂದಿದೆ. ಅದರಂತೆ 2024ರ ಜನವರಿ ಮಾಹೆಯಲ್ಲಿ 39.27 ಲಕ್ಷ, ಫೆಬ್ರವರಿಯಲ್ಲಿ 34.88 ಲಕ್ಷ, ಮಾರ್ಚ್ 35.87 ಲಕ್ಷ, ಏಪ್ರಿಲ್‌ನಲ್ಲಿ 32.92 ಲಕ್ಷ, ಮೇ ನಲ್ಲಿ 32.63 ಲಕ್ಷ, ಜೂನ್‌ನಲ್ಲಿ 34.24 ಲಕ್ಷ, ಜುಲೈನಲ್ಲಿ 36.04 ಲಕ್ಷ, ಆಗಸ್ಟ್‌ನಲ್ಲಿ 37.86 ಲಕ್ಷ, ಸೆಪ್ಟೆಂಬರ್‌ನಲ್ಲಿ 34.26 ಲಕ್ಷ, ಅಕ್ಟೋಬರ್‌ನಲ್ಲಿ 34.86 ಲಕ್ಷ, ನವೆಂಬರ್‌ನಲ್ಲಿ 36.70 ಲಕ್ಷ, ಡಿಸೆಂಬರ್‌ನಲ್ಲಿ 37.28 ಲಕ್ಷ, 2025ರ ಜನವರಿ ಮಾಹೆಯಲ್ಲಿ 34.65 ಲಕ್ಷ, ಫೆಬ್ರವರಿಯಲ್ಲಿ 34.32 ಲಕ್ಷ, ಮಾರ್ಚ್‌ನಲ್ಲಿ 32.83 ಲಕ್ಷ ಹಾಗೂ ಏಪ್ರಿಲ್‌ನಲ್ಲಿ 35.81 ಲಕ್ಷ ಮಹಿಳಾ ಪ್ರಯಾಣಿಕರು ಸಂಚಾರ ಮಾಡಿದ್ದಾರೆ. ಶಕ್ತಿ ಯೋಜನೆ ಜಾರಿಯಾದಾಗಿನಿಂದ ಇಲ್ಲಿವರೆಗೆ ರಾಯಚೂರ 1ನೇ ಘಟಕದಲ್ಲಿ 66.41 ಕೋಟಿ ರೂ., ರಾಯಚೂರ 2ನೇ ಘಟಕದಲ್ಲಿ 13.05 ಕೋಟಿ ರೂ., ರಾಯಚೂರ 3ನೇ ಘಟಕದಲ್ಲಿ 43.23 ಕೋಟಿ ರೂ., ಲಿಂಗಸುಗೂರ ಘಟಕದಲ್ಲಿ 38.39 ಕೋಟಿ ರೂ., ಸಿಂಧನೂರ ಘಟಕದಲ್ಲಿ 50.16 ಕೋಟಿ ರೂ., ಮಾನ್ವಿ ಘಟಕದಲ್ಲಿ 21.77 ಕೋಟಿ ರೂ., ದೇವದುರ್ಗ ಘಟಕದಲ್ಲಿ 29.50 ಕೋಟಿ ರೂ. ಆದಾಯವಾಗಿದೆ. [26,432,198,624]
a8-portrait-2 [784,120,854,224]
section-rule [26,932,372,933]
registration-mark [360,1486,369,1495]
a2-byline: ಕನ್ನಡನಾಡು ವಾರ್ತೆ [26,830,73,839]
a3-photo-road-cutting [172,1012,372,1250]
a1-photo-woman-bus [26,302,198,430]
registration-mark [630,1486,639,1495]
a6-byline: ಕನ್ನಡನಾಡು ವಾರ್ತೆ [378,778,425,787]
a9-photo-health-camp [564,446,926,634]
a8-headline-line1: ಆಂಧ್ರದ ರಸ್ತೆ ಅಪಘಾತದಲ್ಲಿ [658,59,832,83]
a5-body: ತುಮಕೂರು, ಮೇ.20: ಜಿಲ್ಲೆಯ ಕೊರಟಗೆರೆ ತಾಲ್ಲೂಕು ತೋಟಗಾರಿಕೆ ಇಲಾಖೆಯಿಂದ 2025-26ನೇ ಸಾಲಿನ ಅನುಷ್ಠಾನಗೊಳಿಸಲಾಗುವ ಮಹಾತ್ಮಗಾಂಧಿ ರಾಷ್ಟ್ರೀಯ ಗ್ರಾಮೀಣ ಉದ್ಯೋಗ ಖಾತ್ರಿ(ನರೇಗಾ) ಯೋಜನೆಯಡಿ ಸೌಲಭ್ಯ ಕಲ್ಪಿಸಲು ಅರ್ಜಿ ಆಹ್ವಾನಿಸಲಾಗಿದೆ. ನರೇಗಾ ಯೋಜನೆಯಡಿ ತೆಂಗು, ಮಾವು, ಸಪೋಟ, ಪೇರಲ, ದಾಳಿಂಬೆ, ನಿಂಬೆ, ಸೀಬೆ, ಹುಣಸೆ, ನುಗ್ಗೆ, ಅಡಿಕೆ, ಕಾಫಿ, ಕರಿಬೇವು, ಗೋಡಂಬಿ, ಬಾಳೆ ಮತ್ತಿತರ ಬೆಳೆಗಳಿಗೆ ಸೌಲಭ್ಯ ನೀಡಲಾಗುವುದು. ಈ ಯೋಜನೆಯಡಿ ಸ್ವ-ಸಹಾಯ ಸಂಘಗಳ ಸದಸ್ಯರು, ಪರಿಶಿಷ್ಟ ಜಾತಿ, ಪರಿಶಿಷ್ಟ ಪಂಗಡ, ಸಣ್ಣ ಮತ್ತು ಅತಿ ಸಣ್ಣ ರೈತರು ಅರ್ಹರಾಗಿರುತ್ತಾರೆ. ಆಸಕ್ತರು ಆಧಾರ್ ಕಾರ್ಡ್, ಬ್ಯಾಂಕ್ ಪಾಸ್ ಪುಸ್ತಕ, ಪಹಣಿ, ಉದ್ಯೋಗ ಚೀಟಿ ಹಾಗೂ ಇತರೆ ದಾಖಲೆಗಳೊಂದಿಗೆ ಸಮೀಪದ ರೈತ ಸಂಪರ್ಕ ಕೇಂದ್ರ ಅಥವಾ ತೋಟಗಾರಿಕೆ ಇಲಾಖೆಗೆ ಅರ್ಜಿ ಸಲ್ಲಿಸಬಹುದು. ಹೆಚ್ಚಿನ ಮಾಹಿತಿಗಾಗಿ ತೋಟಗಾರಿಕೆ ಇಲಾಖೆಯನ್ನು ಸಂಪರ್ಕಿಸಬಹುದು. ಜಾಬ್ ಕಾರ್ಡ್, ಆಧಾರ್ ಕಾರ್ಡ್ ಹಾಗೂ ಇತರೆ ದಾಖಲಾತಿಗಳೊಂದಿಗೆ ಅರ್ಜಿ ಸಲ್ಲಿಸಬಹುದಾಗಿದೆ. ಹೆಚ್ಚಿನ ಮಾಹಿತಿಗಾಗಿ ಕೊರಟಗೆರೆ ತೋಟಗಾರಿಕೆ ಇಲಾಖೆ ಸಹಾಯಕ ನಿರ್ದೇಶಕರ ಕಚೇರಿ 8453656845, ಕಸಬಾ-9449549901, ಹೊಳವನಹಳ್ಳಿ-9742962768, ಕೋಳಾಲ-8197081543 ಹಾಗೂ ಸಿ.ಎನ್.ದುರ್ಗ-8494849923ನ್ನು ಸಂಪರ್ಕಿಸಬಹುದಾಗಿದೆ ಎಂದು ತೋಟಗಾರಿಕೆ ಇಲಾಖೆ ಸಹಾಯಕ ನಿರ್ದೇಶಕರು ತಿಳಿಸಿದ್ದಾರೆ. [378,267,556,449]
a7-byline: ಕನ್ನಡನಾಡು ವಾರ್ತೆ [378,1228,425,1237]
registration-mark [618,1486,627,1495]
section-rule [378,1186,556,1187]
registration-mark [841,3,850,12]
a9-headline: ಆರೋಗ್ಯವೇ ಸಂಪತ್ತು, ನಿಷ್ಕಾಳಜಿ ಬೇಡ [646,411,844,430]
a10-headline-line2: ಮೇ.25ರವರೆಗೆ ವಿಸ್ತರಣೆ [658,924,832,948]
